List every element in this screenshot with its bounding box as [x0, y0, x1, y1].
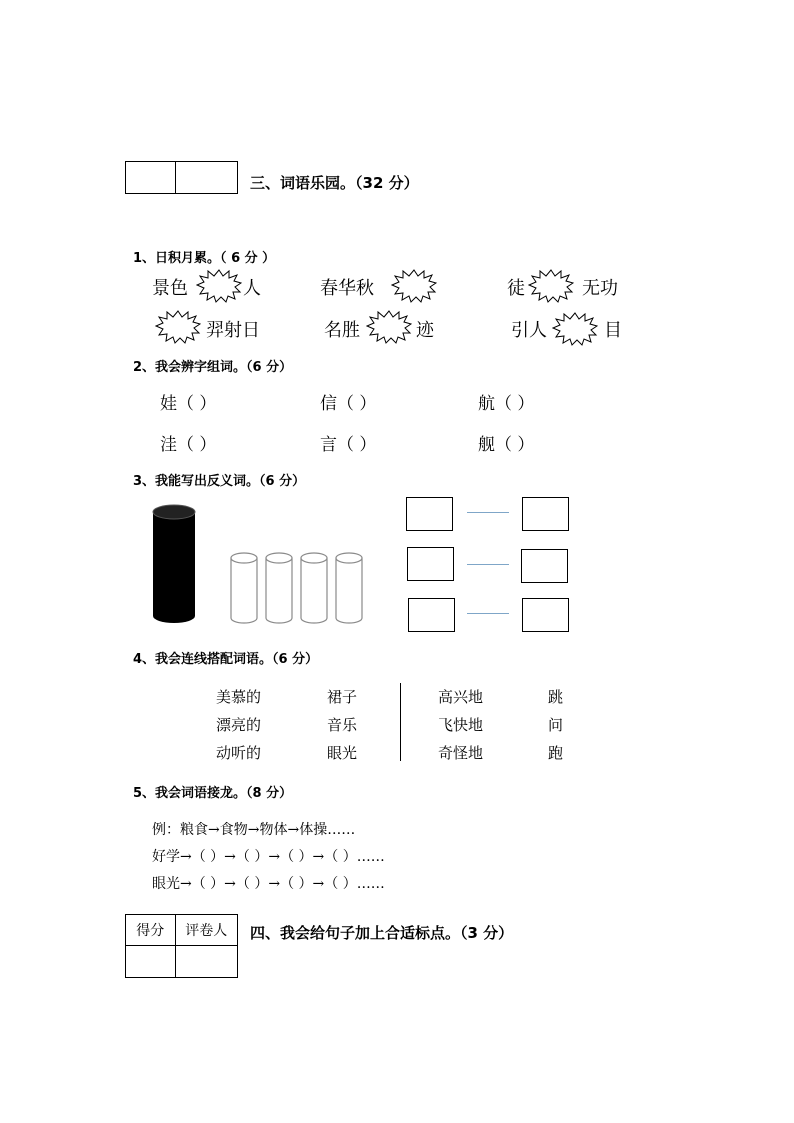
q5-line[interactable]: 好学→（ ）→（ ）→（ ）→（ ）…… [152, 849, 385, 865]
match-word[interactable]: 音乐 [327, 716, 358, 734]
q1-row1-a-pre: 景色 [152, 278, 188, 299]
match-word[interactable]: 跳 [548, 688, 564, 706]
q1-row1-c-pre: 徒 [507, 278, 525, 299]
section4-title: 四、我会给句子加上合适标点。（3 分） [250, 924, 514, 942]
connector-line [467, 512, 509, 513]
antonym-box[interactable] [408, 598, 455, 632]
starburst-blank[interactable] [528, 269, 574, 303]
q5-line[interactable]: 眼光→（ ）→（ ）→（ ）→（ ）…… [152, 876, 385, 892]
q3-title: 3、我能写出反义词。（6 分） [133, 474, 306, 489]
q2-item[interactable]: 航（ ） [478, 394, 535, 414]
starburst-blank[interactable] [196, 269, 242, 303]
tall-black-cylinder-image [150, 502, 198, 626]
q1-title: 1、日积月累。（ 6 分 ） [133, 251, 276, 266]
score-cell[interactable] [126, 946, 176, 978]
q5-example: 例：粮食→食物→物体→体操…… [152, 822, 356, 838]
q1-row1-c-post: 无功 [582, 278, 618, 299]
antonym-box[interactable] [522, 497, 569, 531]
q4-title: 4、我会连线搭配词语。（6 分） [133, 652, 319, 667]
q2-item[interactable]: 言（ ） [320, 435, 377, 455]
match-word[interactable]: 奇怪地 [438, 744, 484, 762]
match-word[interactable]: 飞快地 [438, 716, 484, 734]
q2-item[interactable]: 信（ ） [320, 394, 377, 414]
match-word[interactable]: 漂亮的 [216, 716, 262, 734]
reviewer-cell[interactable] [175, 162, 237, 194]
q1-row2-c-pre: 引人 [511, 320, 547, 341]
score-cell[interactable] [126, 162, 176, 194]
q1-row2-b-pre: 名胜 [324, 320, 360, 341]
vertical-divider [400, 683, 401, 761]
q1-row2-b-post: 迹 [416, 320, 434, 341]
q5-title: 5、我会词语接龙。（8 分） [133, 786, 293, 801]
short-cylinders-image [228, 550, 366, 628]
antonym-box[interactable] [407, 547, 454, 581]
connector-line [467, 613, 509, 614]
match-word[interactable]: 裙子 [327, 688, 358, 706]
antonym-box[interactable] [522, 598, 569, 632]
match-word[interactable]: 眼光 [327, 744, 358, 762]
q2-item[interactable]: 舰（ ） [478, 435, 535, 455]
q2-item[interactable]: 娃（ ） [160, 394, 217, 414]
reviewer-label: 评卷人 [175, 915, 237, 946]
reviewer-cell[interactable] [175, 946, 237, 978]
match-word[interactable]: 美慕的 [216, 688, 262, 706]
antonym-box[interactable] [521, 549, 568, 583]
section3-score-table [125, 161, 238, 194]
starburst-blank[interactable] [552, 312, 598, 346]
section3-title: 三、词语乐园。（32 分） [250, 174, 419, 192]
q1-row1-a-post: 人 [243, 278, 261, 299]
starburst-blank[interactable] [366, 310, 412, 344]
q1-row2-c-post: 目 [604, 320, 622, 341]
q1-row1-b-pre: 春华秋 [320, 278, 374, 299]
starburst-blank[interactable] [155, 310, 201, 344]
match-word[interactable]: 高兴地 [438, 688, 484, 706]
antonym-box[interactable] [406, 497, 453, 531]
score-label: 得分 [126, 915, 176, 946]
match-word[interactable]: 跑 [548, 744, 564, 762]
connector-line [467, 564, 509, 565]
q2-title: 2、我会辨字组词。（6 分） [133, 360, 293, 375]
match-word[interactable]: 动听的 [216, 744, 262, 762]
q1-row2-a-post: 羿射日 [206, 320, 260, 341]
section4-score-table [125, 914, 238, 978]
starburst-blank[interactable] [391, 269, 437, 303]
match-word[interactable]: 问 [548, 716, 564, 734]
q2-item[interactable]: 洼（ ） [160, 435, 217, 455]
